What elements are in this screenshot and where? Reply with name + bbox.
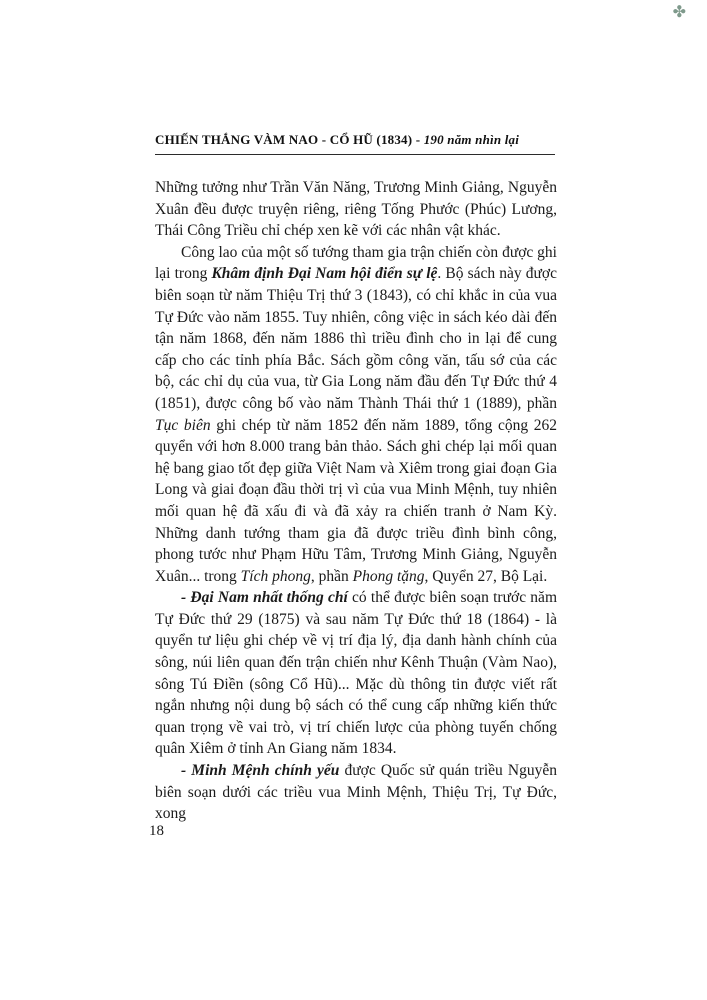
paragraph	[155, 760, 557, 825]
body-text	[155, 177, 557, 825]
paragraph	[155, 242, 557, 588]
text-segment: có thể được biên soạn trước năm Tự Đức thứ 29 (1875) và sau năm Tự Đức thứ 18 (1864) - là quyển tư liệu ghi chép về vị trí địa lý, địa danh hành chính của sông, núi liên quan đến trận chiến như Kênh Thuận (Vàm Nao), sông Tú Điền (sông Cổ Hũ)... Mặc dù thông tin được viết rất ngắn nhưng nội dung bộ sách có thể cung cấp những kiến thức quan trọng về vai trò, vị trí chiến lược của phòng tuyến chống quân Xiêm ở tỉnh An Giang năm 1834.	[155, 589, 557, 758]
paragraph	[155, 177, 557, 242]
flower-ornament-icon: ✤	[672, 4, 686, 21]
running-header-title: CHIẾN THẮNG VÀM NAO - CỔ HŨ (1834) -	[155, 132, 424, 147]
text-segment: Khâm định Đại Nam hội điển sự lệ	[211, 265, 438, 283]
paragraph	[155, 587, 557, 760]
text-segment: . Bộ sách này được biên soạn từ năm Thiệu Trị thứ 3 (1843), có chỉ khắc in của vua Tự Đức vào năm 1855. Tuy nhiên, công việc in sách kéo dài đến tận năm 1868, đến năm 1886 thì triều đình cho in lại để cung cấp cho các tỉnh phía Bắc. Sách gồm công văn, tấu sớ của các bộ, các chỉ dụ của vua, từ Gia Long năm đầu đến Tự Đức thứ 4 (1851), được công bố vào năm Thành Thái thứ 1 (1889), phần	[155, 265, 557, 412]
text-segment: được Quốc sử quán triều Nguyễn biên soạn dưới các triều vua Minh Mệnh, Thiệu Trị, Tự Đức, xong	[155, 762, 557, 823]
text-segment: Phong tặng	[352, 567, 425, 585]
text-segment: Công lao của một số tướng tham gia trận chiến còn được ghi lại trong	[155, 243, 557, 283]
text-segment: Tích phong	[240, 567, 311, 585]
text-segment: - Minh Mệnh chính yếu	[181, 762, 340, 780]
text-segment: Tục biên	[155, 416, 211, 434]
text-segment: , Quyển 27, Bộ Lại.	[424, 567, 548, 585]
running-header	[155, 132, 555, 155]
text-segment: Những tưởng như Trần Văn Năng, Trương Minh Giảng, Nguyễn Xuân đều được truyện riêng, riêng Tống Phước (Phúc) Lương, Thái Công Triều chỉ chép xen kẽ với các nhân vật khác.	[155, 179, 557, 240]
text-segment: ghi chép từ năm 1852 đến năm 1889, tổng cộng 262 quyển với hơn 8.000 trang bản thảo. Sách ghi chép lại mối quan hệ bang giao tốt đẹp giữa Việt Nam và Xiêm trong giai đoạn Gia Long và giai đoạn đầu thời trị vì của vua Minh Mệnh, tuy nhiên mối quan hệ đã xấu đi và đã xảy ra chiến tranh ở Nam Kỳ. Những danh tướng tham gia đã được triều đình bình công, phong tước như Phạm Hữu Tâm, Trương Minh Giảng, Nguyễn Xuân... trong	[155, 416, 558, 585]
page-number: 18	[149, 823, 164, 839]
text-segment: - Đại Nam nhất thống chí	[181, 589, 348, 607]
running-header-subtitle: 190 năm nhìn lại	[423, 132, 520, 147]
text-segment: , phần	[310, 567, 353, 585]
